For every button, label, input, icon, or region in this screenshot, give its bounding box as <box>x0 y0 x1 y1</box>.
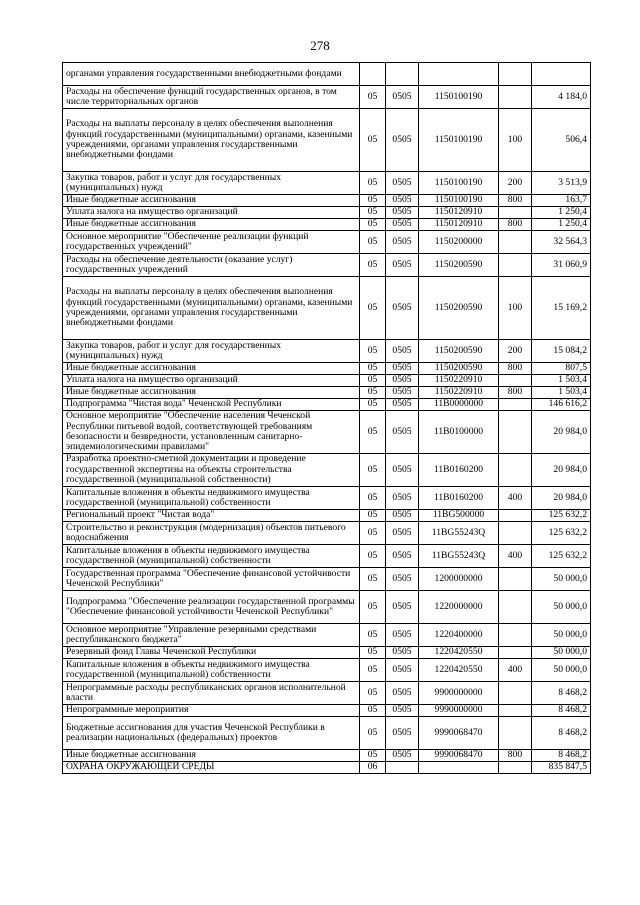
table-row <box>63 487 591 510</box>
row-expense-type-cell: 800 <box>499 219 532 231</box>
page-number: 278 <box>310 38 330 53</box>
row-name-cell: Иные бюджетные ассигнования <box>63 195 360 207</box>
row-expense-type-cell <box>499 647 532 659</box>
row-target-article-cell: 9900000000 <box>419 682 499 705</box>
row-target-article-cell: 1150120910 <box>419 207 499 219</box>
row-subsection-cell: 0505 <box>386 487 419 510</box>
row-subsection-cell <box>386 63 419 86</box>
row-subsection-cell: 0505 <box>386 219 419 231</box>
row-amount-cell: 163,7 <box>532 195 591 207</box>
row-name-cell: Резервный фонд Главы Чеченской Республики <box>63 647 360 659</box>
row-name-cell: Непрограммные расходы республиканских органов исполнительной власти <box>63 682 360 705</box>
row-target-article-cell: 1150100190 <box>419 172 499 195</box>
row-expense-type-cell <box>499 63 532 86</box>
row-section-cell: 05 <box>360 219 386 231</box>
row-section-cell: 05 <box>360 195 386 207</box>
row-section-cell: 05 <box>360 545 386 568</box>
row-amount-cell: 4 184,0 <box>532 86 591 109</box>
row-expense-type-cell <box>499 411 532 454</box>
row-name-cell: Расходы на обеспечение функций государственных органов, в том числе территориальных органов <box>63 86 360 109</box>
row-name-cell: Подпрограмма "Чистая вода" Чеченской Республики <box>63 399 360 411</box>
row-section-cell: 05 <box>360 659 386 682</box>
row-target-article-cell: 1150100190 <box>419 195 499 207</box>
row-section-cell: 05 <box>360 387 386 399</box>
row-name-cell: Расходы на выплаты персоналу в целях обеспечения выполнения функций государственными (муниципальными) органами, казенными учреждениями, органами управления государственными внебюджетными фондами <box>63 109 360 172</box>
row-expense-type-cell: 800 <box>499 750 532 762</box>
row-target-article-cell: 1220420550 <box>419 659 499 682</box>
row-section-cell: 05 <box>360 624 386 647</box>
table-body <box>63 63 591 774</box>
table-row <box>63 63 591 86</box>
row-name-cell: ОХРАНА ОКРУЖАЮЩЕЙ СРЕДЫ <box>63 762 360 774</box>
row-expense-type-cell: 400 <box>499 487 532 510</box>
row-target-article-cell: 1220400000 <box>419 624 499 647</box>
row-section-cell: 05 <box>360 522 386 545</box>
row-section-cell: 05 <box>360 705 386 717</box>
row-section-cell: 05 <box>360 277 386 340</box>
row-target-article-cell: 1150200590 <box>419 363 499 375</box>
row-subsection-cell: 0505 <box>386 375 419 387</box>
row-section-cell: 05 <box>360 568 386 591</box>
row-subsection-cell: 0505 <box>386 510 419 522</box>
row-section-cell: 05 <box>360 207 386 219</box>
row-name-cell: Закупка товаров, работ и услуг для государственных (муниципальных) нужд <box>63 172 360 195</box>
row-amount-cell: 15 084,2 <box>532 340 591 363</box>
table-row <box>63 762 591 774</box>
row-name-cell: Бюджетные ассигнования для участия Чеченской Республики в реализации национальных (федеральных) проектов <box>63 717 360 750</box>
row-target-article-cell: 11В0000000 <box>419 399 499 411</box>
row-target-article-cell: 1150200590 <box>419 254 499 277</box>
row-target-article-cell: 1150200590 <box>419 277 499 340</box>
table-row <box>63 375 591 387</box>
row-amount-cell: 31 060,9 <box>532 254 591 277</box>
row-amount-cell: 1 250,4 <box>532 219 591 231</box>
table-row <box>63 705 591 717</box>
row-section-cell: 05 <box>360 750 386 762</box>
row-section-cell: 05 <box>360 172 386 195</box>
row-subsection-cell: 0505 <box>386 545 419 568</box>
row-target-article-cell: 1150200000 <box>419 231 499 254</box>
row-expense-type-cell <box>499 510 532 522</box>
table-row <box>63 454 591 487</box>
row-expense-type-cell: 800 <box>499 387 532 399</box>
row-amount-cell: 50 000,0 <box>532 568 591 591</box>
row-amount-cell: 50 000,0 <box>532 647 591 659</box>
row-amount-cell: 8 468,2 <box>532 750 591 762</box>
table-row <box>63 750 591 762</box>
row-target-article-cell: 11В0100000 <box>419 411 499 454</box>
row-expense-type-cell: 100 <box>499 277 532 340</box>
table-row <box>63 219 591 231</box>
row-subsection-cell: 0505 <box>386 717 419 750</box>
row-subsection-cell: 0505 <box>386 399 419 411</box>
row-target-article-cell: 11BG55243Q <box>419 545 499 568</box>
table-row <box>63 86 591 109</box>
row-name-cell: органами управления государственными внебюджетными фондами <box>63 63 360 86</box>
row-expense-type-cell: 200 <box>499 172 532 195</box>
row-amount-cell: 20 984,0 <box>532 454 591 487</box>
row-expense-type-cell: 400 <box>499 659 532 682</box>
row-name-cell: Региональный проект "Чистая вода" <box>63 510 360 522</box>
row-name-cell: Основное мероприятие "Обеспечение населения Чеченской Республики питьевой водой, соответствующей требованиям безопасности и безвредности, установленным санитарно-эпидемиологическими правилами" <box>63 411 360 454</box>
row-section-cell: 05 <box>360 399 386 411</box>
row-name-cell: Государственная программа "Обеспечение финансовой устойчивости Чеченской Республики" <box>63 568 360 591</box>
row-name-cell: Строительство и реконструкция (модернизация) объектов питьевого водоснабжения <box>63 522 360 545</box>
row-amount-cell: 8 468,2 <box>532 705 591 717</box>
table-row <box>63 411 591 454</box>
row-name-cell: Подпрограмма "Обеспечение реализации государственной программы "Обеспечение финансовой устойчивости Чеченской Республики" <box>63 591 360 624</box>
row-subsection-cell: 0505 <box>386 109 419 172</box>
row-section-cell: 05 <box>360 717 386 750</box>
row-section-cell: 05 <box>360 454 386 487</box>
row-target-article-cell: 11BG500000 <box>419 510 499 522</box>
row-expense-type-cell <box>499 624 532 647</box>
budget-table <box>62 62 591 774</box>
row-amount-cell: 32 564,3 <box>532 231 591 254</box>
row-subsection-cell: 0505 <box>386 254 419 277</box>
row-section-cell: 05 <box>360 487 386 510</box>
row-expense-type-cell: 400 <box>499 545 532 568</box>
row-section-cell: 05 <box>360 86 386 109</box>
row-name-cell: Иные бюджетные ассигнования <box>63 363 360 375</box>
row-target-article-cell: 1150200590 <box>419 340 499 363</box>
table-row <box>63 340 591 363</box>
row-expense-type-cell <box>499 86 532 109</box>
row-target-article-cell: 9990068470 <box>419 750 499 762</box>
row-name-cell: Иные бюджетные ассигнования <box>63 387 360 399</box>
row-amount-cell: 20 984,0 <box>532 411 591 454</box>
row-target-article-cell: 1220420550 <box>419 647 499 659</box>
row-subsection-cell: 0505 <box>386 659 419 682</box>
row-amount-cell: 146 616,2 <box>532 399 591 411</box>
row-expense-type-cell <box>499 207 532 219</box>
table-row <box>63 195 591 207</box>
row-target-article-cell: 9990068470 <box>419 717 499 750</box>
row-name-cell: Уплата налога на имущество организаций <box>63 207 360 219</box>
table-row <box>63 277 591 340</box>
row-target-article-cell: 1150100190 <box>419 109 499 172</box>
row-amount-cell: 807,5 <box>532 363 591 375</box>
row-name-cell: Непрограммные мероприятия <box>63 705 360 717</box>
row-expense-type-cell <box>499 591 532 624</box>
table-row <box>63 172 591 195</box>
row-amount-cell: 50 000,0 <box>532 624 591 647</box>
table-row <box>63 231 591 254</box>
row-target-article-cell: 9990000000 <box>419 705 499 717</box>
row-amount-cell: 20 984,0 <box>532 487 591 510</box>
table-row <box>63 717 591 750</box>
table-row <box>63 363 591 375</box>
row-amount-cell: 15 169,2 <box>532 277 591 340</box>
row-section-cell: 05 <box>360 375 386 387</box>
row-section-cell: 05 <box>360 231 386 254</box>
row-subsection-cell: 0505 <box>386 231 419 254</box>
row-subsection-cell: 0505 <box>386 411 419 454</box>
row-subsection-cell: 0505 <box>386 682 419 705</box>
row-target-article-cell: 1200000000 <box>419 568 499 591</box>
row-expense-type-cell <box>499 522 532 545</box>
row-amount-cell: 8 468,2 <box>532 682 591 705</box>
row-target-article-cell: 1220000000 <box>419 591 499 624</box>
row-target-article-cell <box>419 63 499 86</box>
row-target-article-cell: 1150100190 <box>419 86 499 109</box>
row-section-cell: 05 <box>360 591 386 624</box>
table-row <box>63 624 591 647</box>
row-expense-type-cell <box>499 682 532 705</box>
row-name-cell: Основное мероприятие "Обеспечение реализации функций государственных учреждений" <box>63 231 360 254</box>
row-name-cell: Основное мероприятие "Управление резервными средствами республиканского бюджета" <box>63 624 360 647</box>
table-row <box>63 659 591 682</box>
row-target-article-cell: 11BG55243Q <box>419 522 499 545</box>
row-expense-type-cell <box>499 717 532 750</box>
row-subsection-cell: 0505 <box>386 387 419 399</box>
row-subsection-cell: 0505 <box>386 340 419 363</box>
row-expense-type-cell <box>499 762 532 774</box>
row-section-cell: 05 <box>360 254 386 277</box>
row-subsection-cell: 0505 <box>386 591 419 624</box>
row-subsection-cell: 0505 <box>386 522 419 545</box>
row-section-cell: 05 <box>360 647 386 659</box>
row-subsection-cell: 0505 <box>386 207 419 219</box>
row-amount-cell: 835 847,5 <box>532 762 591 774</box>
row-section-cell: 06 <box>360 762 386 774</box>
row-name-cell: Капитальные вложения в объекты недвижимого имущества государственной (муниципальной) собственности <box>63 487 360 510</box>
row-amount-cell: 506,4 <box>532 109 591 172</box>
row-name-cell: Разработка проектно-сметной документации и проведение государственной экспертизы на объекты строительства государственной (муниципальной собственности) <box>63 454 360 487</box>
row-subsection-cell: 0505 <box>386 705 419 717</box>
row-expense-type-cell <box>499 454 532 487</box>
row-name-cell: Закупка товаров, работ и услуг для государственных (муниципальных) нужд <box>63 340 360 363</box>
table-row <box>63 568 591 591</box>
table-row <box>63 510 591 522</box>
table-row <box>63 399 591 411</box>
row-expense-type-cell <box>499 568 532 591</box>
row-amount-cell: 3 513,9 <box>532 172 591 195</box>
row-subsection-cell: 0505 <box>386 363 419 375</box>
table-row <box>63 647 591 659</box>
row-expense-type-cell <box>499 254 532 277</box>
row-subsection-cell: 0505 <box>386 624 419 647</box>
table-row <box>63 254 591 277</box>
row-target-article-cell: 11В0160200 <box>419 487 499 510</box>
row-name-cell: Капитальные вложения в объекты недвижимого имущества государственной (муниципальной) собственности <box>63 659 360 682</box>
row-section-cell: 05 <box>360 109 386 172</box>
table-row <box>63 591 591 624</box>
row-amount-cell: 125 632,2 <box>532 545 591 568</box>
row-section-cell: 05 <box>360 411 386 454</box>
row-subsection-cell: 0505 <box>386 568 419 591</box>
row-section-cell <box>360 63 386 86</box>
row-amount-cell: 50 000,0 <box>532 659 591 682</box>
table-row <box>63 522 591 545</box>
table-row <box>63 109 591 172</box>
row-amount-cell: 50 000,0 <box>532 591 591 624</box>
row-name-cell: Расходы на обеспечение деятельности (оказание услуг) государственных учреждений <box>63 254 360 277</box>
row-name-cell: Расходы на выплаты персоналу в целях обеспечения выполнения функций государственными (муниципальными) органами, казенными учреждениями, органами управления государственными внебюджетными фондами <box>63 277 360 340</box>
row-section-cell: 05 <box>360 510 386 522</box>
table-row <box>63 387 591 399</box>
row-section-cell: 05 <box>360 682 386 705</box>
row-target-article-cell: 1150220910 <box>419 375 499 387</box>
row-expense-type-cell <box>499 375 532 387</box>
row-subsection-cell: 0505 <box>386 277 419 340</box>
table-row <box>63 682 591 705</box>
table-row <box>63 545 591 568</box>
row-amount-cell: 125 632,2 <box>532 510 591 522</box>
row-subsection-cell <box>386 762 419 774</box>
row-amount-cell <box>532 63 591 86</box>
row-name-cell: Капитальные вложения в объекты недвижимого имущества государственной (муниципальной) собственности <box>63 545 360 568</box>
row-subsection-cell: 0505 <box>386 172 419 195</box>
row-target-article-cell <box>419 762 499 774</box>
row-name-cell: Уплата налога на имущество организаций <box>63 375 360 387</box>
row-expense-type-cell: 200 <box>499 340 532 363</box>
row-section-cell: 05 <box>360 363 386 375</box>
row-target-article-cell: 11В0160200 <box>419 454 499 487</box>
row-expense-type-cell: 800 <box>499 195 532 207</box>
row-name-cell: Иные бюджетные ассигнования <box>63 219 360 231</box>
row-subsection-cell: 0505 <box>386 750 419 762</box>
row-amount-cell: 1 503,4 <box>532 387 591 399</box>
row-subsection-cell: 0505 <box>386 86 419 109</box>
row-section-cell: 05 <box>360 340 386 363</box>
row-amount-cell: 1 503,4 <box>532 375 591 387</box>
row-subsection-cell: 0505 <box>386 454 419 487</box>
row-amount-cell: 8 468,2 <box>532 717 591 750</box>
row-subsection-cell: 0505 <box>386 195 419 207</box>
row-amount-cell: 125 632,2 <box>532 522 591 545</box>
row-subsection-cell: 0505 <box>386 647 419 659</box>
row-expense-type-cell <box>499 705 532 717</box>
row-expense-type-cell: 800 <box>499 363 532 375</box>
row-expense-type-cell: 100 <box>499 109 532 172</box>
row-target-article-cell: 1150220910 <box>419 387 499 399</box>
row-target-article-cell: 1150120910 <box>419 219 499 231</box>
row-amount-cell: 1 250,4 <box>532 207 591 219</box>
table-row <box>63 207 591 219</box>
row-name-cell: Иные бюджетные ассигнования <box>63 750 360 762</box>
row-expense-type-cell <box>499 231 532 254</box>
row-expense-type-cell <box>499 399 532 411</box>
